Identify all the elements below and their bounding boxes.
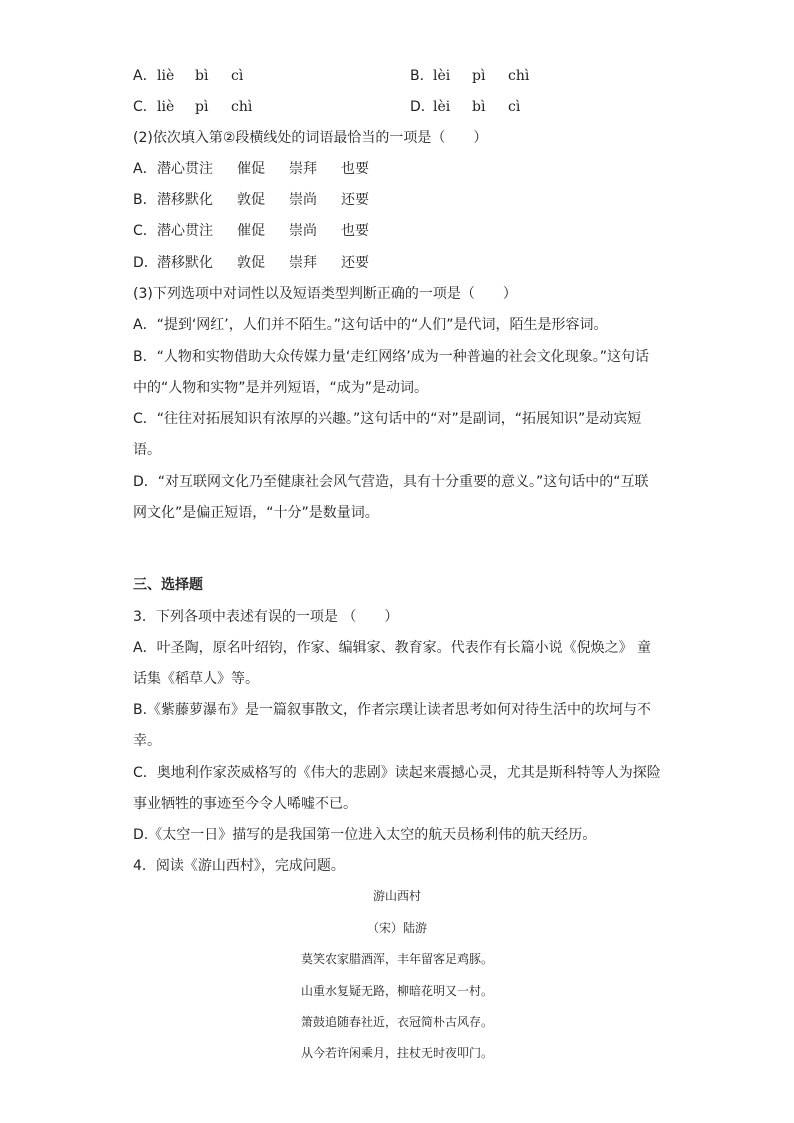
poem-line-4: 从今若许闲乘月，拄杖无时夜叩门。 [300,1046,493,1060]
q2-option-a-word-1: 潜心贯注 [157,161,213,177]
q3-option-c-line-2: 语。 [133,442,161,458]
question-3-option-b-line-1: B.《紫藤萝瀑布》是一篇叙事散文，作者宗璞让读者思考如何对待生活中的坎坷与不 [133,702,652,718]
q2-stem: (2)依次填入第②段横线处的词语最恰当的一项是（ ） [133,130,488,146]
q1-option-d-letter: D． [410,99,435,115]
q1-option-a-letter: A． [133,68,157,84]
q1-option-a-pinyin-2: bì [195,68,209,84]
q1-option-c-letter: C． [133,99,157,115]
q1-option-d-pinyin-2: bì [472,99,486,115]
q2-option-a-word-3: 崇拜 [289,161,317,177]
q1-option-b-pinyin-3: chì [508,68,530,84]
q2-option-d-word-1: 潜移默化 [157,255,213,271]
q2-option-d-word-2: 敦促 [237,255,265,271]
q2-option-b-word-2: 敦促 [237,192,265,208]
question-3-option-c-line-1: C．奥地利作家茨威格写的《伟大的悲剧》读起来震撼心灵，尤其是斯科特等人为探险 [133,765,661,781]
q3-option-a: A．“提到‘网红’，人们并不陌生。”这句话中的“人们”是代词，陌生是形容词。 [133,317,608,333]
question-3-option-a-line-2: 话集《稻草人》等。 [133,671,259,687]
q1-option-c-pinyin-2: pì [195,99,209,115]
q2-option-c-word-2: 催促 [237,223,265,239]
q2-option-b-letter: B． [133,192,157,208]
q1-option-c-pinyin-3: chì [231,99,253,115]
q1-option-d-pinyin-3: cì [508,99,521,115]
poem-title: 游山西村 [372,889,421,903]
q3-option-b-line-2: 中的“人物和实物”是并列短语，“成为”是动词。 [133,380,429,396]
q2-option-b-word-1: 潜移默化 [157,192,213,208]
q2-option-b-word-4: 还要 [341,192,369,208]
q2-option-b-word-3: 崇尚 [289,192,317,208]
q2-option-c-word-4: 也要 [341,223,369,239]
question-3-option-d: D.《太空一日》描写的是我国第一位进入太空的航天员杨利伟的航天经历。 [133,827,597,843]
poem-author: （宋）陆游 [366,921,427,935]
question-3-option-c-line-2: 事业牺牲的事迹至今令人唏嘘不已。 [133,796,357,812]
q2-option-d-word-3: 崇拜 [289,255,317,271]
question-3-option-b-line-2: 幸。 [133,733,161,749]
q3-option-b-line-1: B．“人物和实物借助大众传媒力量‘走红网络’成为一种普遍的社会文化现象。”这句话 [133,349,650,365]
q2-option-c-word-1: 潜心贯注 [157,223,213,239]
q1-option-b-letter: B． [410,68,434,84]
q3-stem: (3)下列选项中对词性以及短语类型判断正确的一项是（ ） [133,286,517,302]
question-3-stem: 3．下列各项中表述有误的一项是 （ ） [133,609,399,625]
q2-option-d-letter: D． [133,255,158,271]
q2-option-c-word-3: 崇尚 [289,223,317,239]
question-3-option-a-line-1: A．叶圣陶，原名叶绍钧，作家、编辑家、教育家。代表作有长篇小说《倪焕之》 童 [133,640,652,656]
poem-line-2: 山重水复疑无路，柳暗花明又一村。 [300,984,493,998]
poem-line-1: 莫笑农家腊酒浑，丰年留客足鸡豚。 [300,952,493,966]
q1-option-b-pinyin-1: lèi [433,68,451,84]
q2-option-a-word-2: 催促 [237,161,265,177]
q2-option-c-letter: C． [133,223,157,239]
q3-option-c-line-1: C．“往往对拓展知识有浓厚的兴趣。”这句话中的“对”是副词，“拓展知识”是动宾短 [133,411,642,427]
q3-option-d-line-2: 网文化”是偏正短语，“十分”是数量词。 [133,505,379,521]
q2-option-a-word-4: 也要 [341,161,369,177]
q3-option-d-line-1: D．“对互联网文化乃至健康社会风气营造，具有十分重要的意义。”这句话中的“互联 [133,474,649,490]
poem-line-3: 箫鼓追随春社近，衣冠简朴古风存。 [300,1015,493,1029]
q1-option-a-pinyin-3: cì [231,68,244,84]
q1-option-b-pinyin-2: pì [472,68,486,84]
question-4-stem: 4．阅读《游山西村》，完成问题。 [133,858,345,874]
q1-option-a-pinyin-1: liè [157,68,175,84]
section-heading: 三、选择题 [133,577,203,593]
q1-option-d-pinyin-1: lèi [433,99,451,115]
q2-option-a-letter: A． [133,161,157,177]
q1-option-c-pinyin-1: liè [157,99,175,115]
q2-option-d-word-4: 还要 [341,255,369,271]
